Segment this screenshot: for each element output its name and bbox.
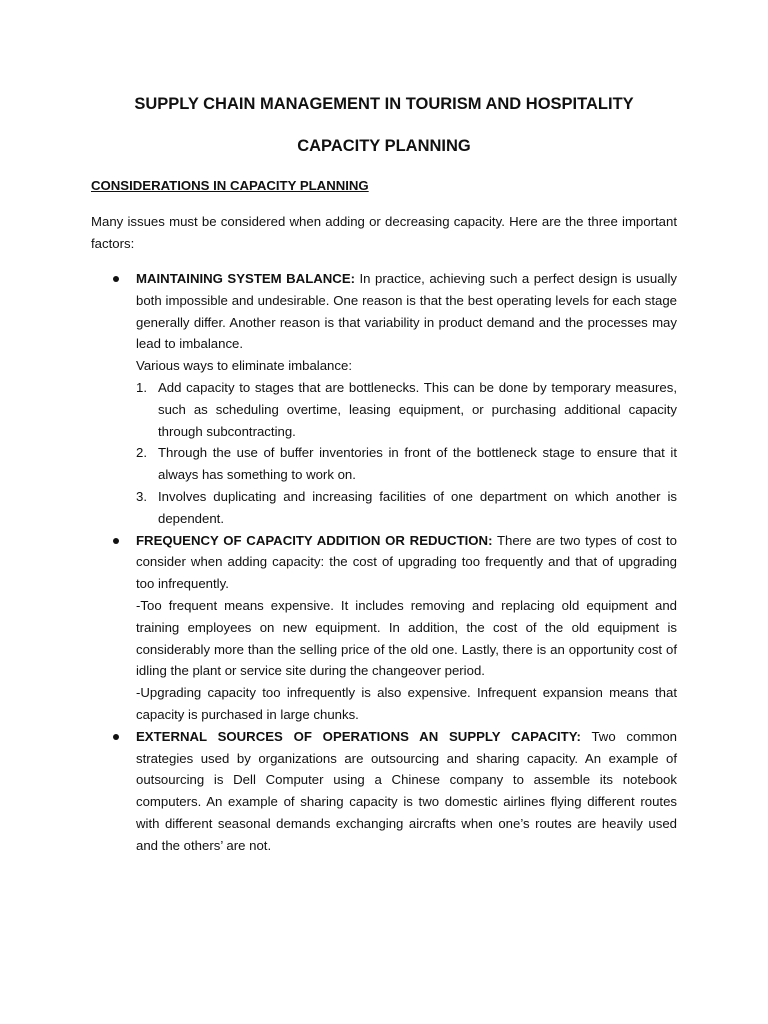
list-item [136,377,677,442]
document-subtitle: CAPACITY PLANNING [297,137,471,155]
list-item [0,726,677,857]
step-text: Involves duplicating and increasing facilities of one department on which another is dependent. [158,488,677,526]
bullet-text: There are two types of cost to consider when adding capacity: the cost of upgrading too frequently and that of upgrading too infrequently. [136,532,677,592]
list-item [136,486,677,530]
steps-list [136,377,677,530]
list-item [136,442,677,486]
bullet-note: Various ways to eliminate imbalance: [136,358,352,374]
document-title: SUPPLY CHAIN MANAGEMENT IN TOURISM AND HOSPITALITY [134,95,634,113]
bullet-icon [113,276,119,282]
step-number: 3. [136,488,147,504]
bullet-paragraph [136,726,677,857]
factor-list [0,268,768,857]
bullet-paragraph: -Too frequent means expensive. It includes removing and replacing old equipment and training employees on new equipment. In addition, the cost of the old equipment is considerably more than the selling price of the old one. Lastly, there is an opportunity cost of idling the plant or service site during the changeover period. [136,597,677,679]
bullet-icon [113,734,119,740]
bullet-text: Two common strategies used by organizations are outsourcing and sharing capacity. An example of outsourcing is Dell Computer using a Chinese company to assemble its notebook computers. An example of sharing capacity is two domestic airlines flying different routes with different seasonal demands exchanging aircrafts when one’s routes are heavily used and the others’ are not. [136,728,678,853]
bullet-paragraph: -Upgrading capacity too infrequently is also expensive. Infrequent expansion means that capacity is purchased in large chunks. [136,685,677,722]
intro-paragraph: Many issues must be considered when adding or decreasing capacity. Here are the three important factors: [91,214,677,251]
bullet-lead: MAINTAINING SYSTEM BALANCE: [136,271,356,286]
step-text: Add capacity to stages that are bottlenecks. This can be done by temporary measures, such as scheduling overtime, leasing equipment, or purchasing additional capacity through subcontracting. [158,379,677,439]
bullet-text: In practice, achieving such a perfect design is usually both impossible and undesirable. One reason is that the best operating levels for each stage generally differ. Another reason is that variability in product demand and the processes may lead to imbalance. [136,271,677,352]
bullet-icon [113,538,119,544]
list-item [0,268,677,530]
section-heading: CONSIDERATIONS IN CAPACITY PLANNING [91,178,369,193]
bullet-paragraph [136,530,677,595]
step-number: 2. [136,445,147,461]
step-number: 1. [136,379,147,395]
bullet-lead: EXTERNAL SOURCES OF OPERATIONS AN SUPPLY CAPACITY: [136,728,581,744]
list-item [0,530,677,726]
bullet-lead: FREQUENCY OF CAPACITY ADDITION OR REDUCTION: [136,532,493,548]
step-text: Through the use of buffer inventories in front of the bottleneck stage to ensure that it always has something to work on. [158,445,677,483]
bullet-paragraph [136,268,677,355]
